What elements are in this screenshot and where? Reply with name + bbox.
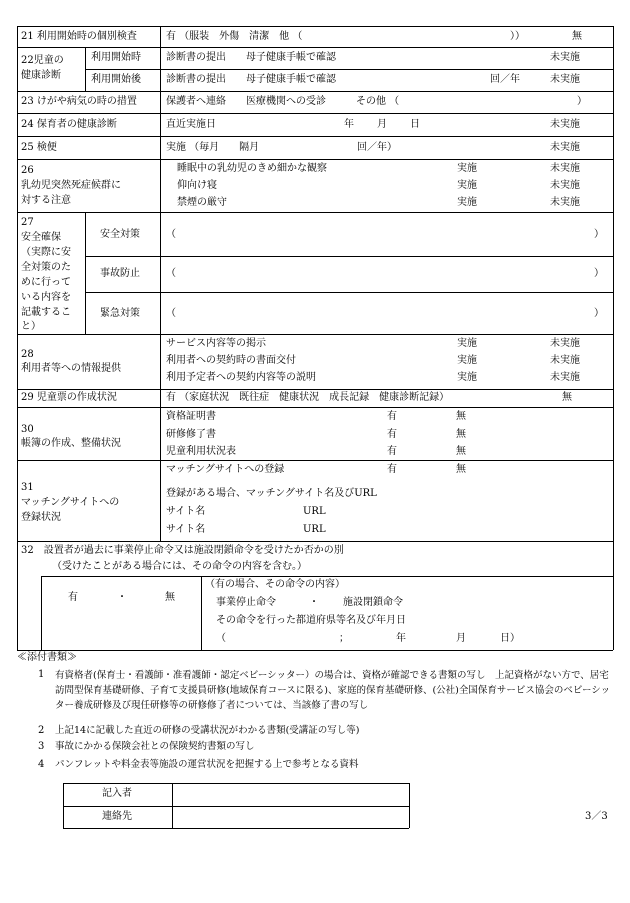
rule — [17, 136, 613, 137]
row30-yes: 有 — [387, 429, 397, 440]
row22-sub2: 利用開始後 — [91, 74, 141, 85]
rule — [85, 212, 86, 334]
rule — [85, 69, 613, 70]
row22-label-a: 22児童の — [21, 55, 64, 66]
row26-item: 仰向け寝 — [177, 180, 217, 191]
row32-dot: ・ — [117, 592, 127, 603]
row32-order-a: 事業停止命令 — [216, 597, 276, 608]
row28-no: 未実施 — [550, 338, 580, 349]
rule — [17, 407, 613, 408]
row26-item: 睡眠中の乳幼児のきめ細かな観察 — [177, 163, 327, 174]
row26-label-2: 乳幼児突然死症候群に — [21, 180, 121, 191]
row32-no: 無 — [165, 592, 175, 603]
row26-yes: 実施 — [457, 180, 477, 191]
row27-label-line: （実際に安 — [21, 247, 71, 258]
row30-no: 無 — [456, 411, 466, 422]
rule — [17, 47, 613, 48]
row31-registration: マッチングサイトへの登録 — [166, 464, 285, 475]
row32-yes: 有 — [68, 592, 78, 603]
rule — [172, 783, 173, 828]
rule — [85, 256, 613, 257]
rule — [63, 828, 409, 829]
row27-sub-name: 事故防止 — [100, 268, 140, 279]
attachment-number: 1 — [38, 669, 45, 680]
row30-label-1: 30 — [21, 424, 34, 435]
row26-label-1: 26 — [21, 165, 34, 176]
rule — [17, 26, 613, 27]
row28-item: 利用予定者への契約内容等の説明 — [166, 372, 316, 383]
rule — [201, 576, 202, 650]
row32-paren-year: 年 — [396, 633, 406, 644]
row24-day: 日 — [410, 119, 420, 130]
row31-site-url: URL — [303, 524, 326, 535]
attachment-text: パンフレットや料金表等施設の運営状況を把握する上で参考となる資料 — [55, 759, 359, 770]
row22-sub1: 利用開始時 — [91, 52, 141, 63]
rule — [17, 541, 613, 542]
row28-yes: 実施 — [457, 338, 477, 349]
row23-close: ） — [577, 96, 587, 107]
row31-label-3: 登録状況 — [21, 512, 61, 523]
row29-content: 有 （家庭状況 既往症 健康状況 成長記録 健康診断記録） — [166, 392, 450, 403]
row22-label-b: 健康診断 — [21, 70, 61, 81]
row30-item: 研修修了書 — [166, 429, 216, 440]
row30-label-2: 帳簿の作成、整備状況 — [21, 438, 121, 449]
row22-status2: 未実施 — [550, 74, 580, 85]
row32-issuer: その命令を行った都道府県等名及び年月日 — [216, 615, 406, 626]
rule — [160, 26, 161, 541]
attachment-number: 3 — [38, 741, 45, 752]
row31-note: 登録がある場合、マッチングサイト名及びURL — [166, 488, 377, 499]
row27-sub-open: （ — [166, 308, 176, 319]
row21-close: ）） — [510, 31, 525, 42]
rule — [85, 47, 86, 91]
rule — [63, 806, 409, 807]
row28-yes: 実施 — [457, 355, 477, 366]
row29-none: 無 — [562, 392, 572, 403]
row27-sub-name: 安全対策 — [100, 229, 140, 240]
row28-item: 利用者への契約時の書面交付 — [166, 355, 296, 366]
rule — [409, 783, 410, 828]
row21-none: 無 — [572, 31, 582, 42]
row22-content1: 診断書の提出 母子健康手帳で確認 — [166, 52, 336, 63]
rule — [613, 26, 614, 650]
row26-no: 未実施 — [550, 163, 580, 174]
row29-label: 29 児童票の作成状況 — [21, 392, 117, 403]
row32-label: 32 設置者が過去に事業停止命令又は施設閉鎖命令を受けたか否かの別 — [21, 545, 344, 556]
rule — [17, 159, 613, 160]
row25-content: 実施 （毎月 隔月 — [166, 142, 260, 153]
rule — [17, 26, 18, 650]
row31-label-1: 31 — [21, 482, 34, 493]
row31-yes: 有 — [387, 464, 397, 475]
row31-site-name: サイト名 — [166, 524, 206, 535]
row22-freq2: 回／年 — [490, 74, 520, 85]
row30-item: 資格証明書 — [166, 411, 216, 422]
row32-sublabel: （受けたことがある場合には、その命令の内容を含む。） — [52, 561, 307, 572]
row31-label-2: マッチングサイトへの — [21, 497, 120, 508]
row24-status: 未実施 — [550, 119, 580, 130]
row26-no: 未実施 — [550, 180, 580, 191]
row26-no: 未実施 — [550, 197, 580, 208]
attachment-text: 有資格者(保育士・看護師・准看護師・認定ベビーシッター）の場合は、資格が確認できる書類の写し 上記資格がない方で、居宅訪問型保育基礎研修、子育て支援員研修(地域保育コースに限る)、家庭的保育基礎研修、(公社)全国保育サービス協会のベビーシッター養成研修及び現任研修等の研修修了者については、当該修了書の写し — [55, 670, 611, 711]
row24-content: 直近実施日 — [166, 119, 216, 130]
row26-item: 禁煙の厳守 — [177, 197, 227, 208]
row24-label: 24 保育者の健康診断 — [21, 119, 117, 130]
row25-label: 25 検便 — [21, 142, 57, 153]
row27-sub-open: （ — [166, 229, 176, 240]
row28-no: 未実施 — [550, 372, 580, 383]
row31-site-url: URL — [303, 506, 326, 517]
row24-year: 年 — [344, 119, 354, 130]
row25-status: 未実施 — [550, 142, 580, 153]
row30-no: 無 — [456, 446, 466, 457]
row22-content2: 診断書の提出 母子健康手帳で確認 — [166, 74, 336, 85]
attachment-text: 事故にかかる保険会社との保険契約書類の写し — [55, 741, 255, 752]
row28-yes: 実施 — [457, 372, 477, 383]
rule — [17, 650, 613, 651]
rule — [17, 334, 613, 335]
attachments-title: ≪添付書類≫ — [17, 652, 77, 663]
row27-label-line: めに行って — [21, 277, 71, 288]
row28-no: 未実施 — [550, 355, 580, 366]
rule — [17, 91, 613, 92]
writer-label: 記入者 — [102, 788, 132, 799]
row28-label-1: 28 — [21, 349, 34, 360]
rule — [63, 783, 64, 828]
row27-label-line: 安全確保 — [21, 232, 61, 243]
row32-paren-semi: ； — [339, 633, 349, 644]
rule — [41, 576, 613, 577]
rule — [85, 292, 613, 293]
rule — [17, 460, 613, 461]
row22-status1: 未実施 — [550, 52, 580, 63]
row30-no: 無 — [456, 429, 466, 440]
row21-content: 有 （服装 外傷 清潔 他 （ — [166, 31, 303, 42]
row32-order-dot: ・ — [309, 597, 319, 608]
row24-month: 月 — [377, 119, 387, 130]
row27-label-line: いる内容を — [21, 292, 71, 303]
row30-item: 児童利用状況表 — [166, 446, 236, 457]
rule — [17, 389, 613, 390]
contact-label: 連絡先 — [102, 811, 132, 822]
row27-label-line: 全対策のた — [21, 262, 71, 273]
row30-yes: 有 — [387, 411, 397, 422]
row32-paren-month: 月 — [456, 633, 466, 644]
row32-paren-open: （ — [216, 633, 226, 644]
row26-yes: 実施 — [457, 197, 477, 208]
row27-sub-open: （ — [166, 268, 176, 279]
row28-label-2: 利用者等への情報提供 — [21, 363, 121, 374]
rule — [63, 783, 409, 784]
row32-case: （有の場合、その命令の内容） — [205, 579, 345, 590]
rule — [17, 212, 613, 213]
attachment-number: 4 — [38, 759, 45, 770]
row27-label-line: 記載するこ — [21, 307, 71, 318]
row27-label-line: 27 — [21, 217, 34, 228]
attachment-text: 上記14に記載した直近の研修の受講状況がわかる書類(受講証の写し等) — [55, 725, 360, 736]
page-number: 3／3 — [585, 811, 608, 822]
row26-label-3: 対する注意 — [21, 195, 71, 206]
row25-times: 回／年） — [357, 142, 397, 153]
row23-content: 保護者へ連絡 医療機関への受診 その他 （ — [166, 96, 400, 107]
row32-paren-day: 日） — [500, 633, 520, 644]
row27-sub-close: ） — [594, 268, 604, 279]
row23-label: 23 けがや病気の時の措置 — [21, 96, 137, 107]
row30-yes: 有 — [387, 446, 397, 457]
row27-sub-name: 緊急対策 — [100, 308, 140, 319]
row32-order-b: 施設閉鎖命令 — [343, 597, 403, 608]
row31-site-name: サイト名 — [166, 506, 206, 517]
row27-sub-close: ） — [594, 308, 604, 319]
attachment-number: 2 — [38, 725, 45, 736]
row31-no: 無 — [456, 464, 466, 475]
row27-sub-close: ） — [594, 229, 604, 240]
row21-label: 21 利用開始時の個別検査 — [21, 31, 137, 42]
row28-item: サービス内容等の掲示 — [166, 338, 266, 349]
row26-yes: 実施 — [457, 163, 477, 174]
rule — [41, 576, 42, 650]
row27-label-line: と） — [21, 321, 41, 332]
rule — [17, 113, 613, 114]
